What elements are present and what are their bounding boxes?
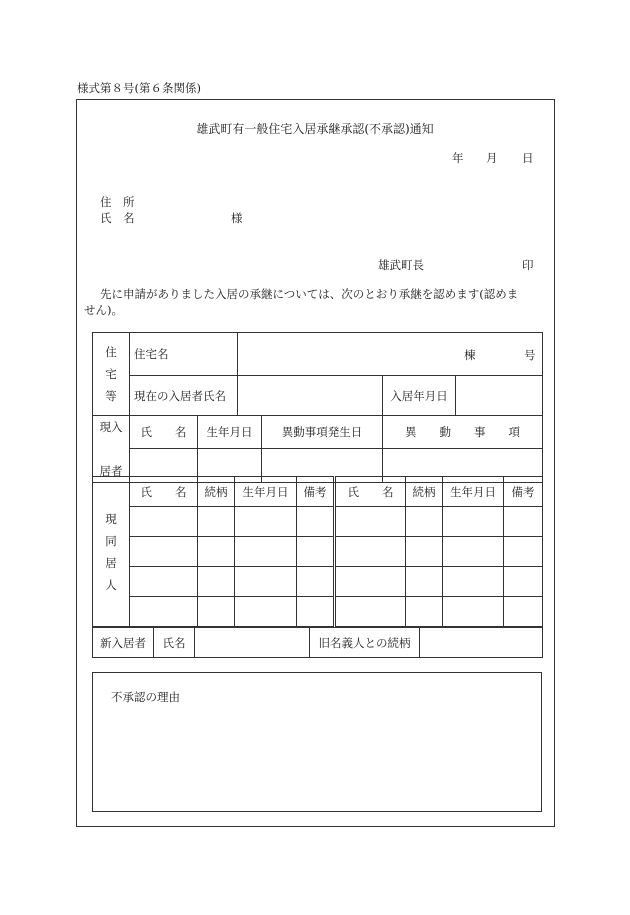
room-number-label: 号: [524, 348, 536, 362]
cohab-col-birthdate-1: 生年月日: [235, 477, 297, 507]
current-resident-name-value: [238, 376, 383, 416]
cohab-row: [93, 567, 543, 597]
housing-name-label: 住宅名: [130, 333, 238, 376]
current-resident-section-label: 現入 居者: [93, 416, 130, 483]
date-month: 月: [486, 151, 498, 165]
current-resident-name-label: 現在の入居者氏名: [130, 376, 238, 416]
relationship-value: [420, 628, 543, 658]
move-in-date-label: 入居年月日: [383, 376, 456, 416]
date-day: 日: [522, 151, 534, 165]
address-label: 住 所: [100, 195, 135, 209]
issuer-name: 雄武町長: [378, 258, 424, 272]
cohab-col-name-2: 氏 名: [335, 477, 406, 507]
relationship-label: 旧名義人との続柄: [310, 628, 420, 658]
cohab-col-birthdate-2: 生年月日: [443, 477, 504, 507]
cohab-row: [93, 507, 543, 537]
reason-box: [92, 672, 542, 812]
new-resident-table: [92, 627, 543, 658]
seal-mark: 印: [522, 258, 534, 272]
form-number: 様式第８号(第６条関係): [77, 81, 201, 95]
cohab-row: [93, 537, 543, 567]
body-text-line1: 先に申請がありました入居の承継については、次のとおり承継を認めます(認めま: [100, 287, 519, 301]
cohab-col-notes-2: 備考: [504, 477, 543, 507]
housing-name-value: [238, 333, 543, 376]
cohabitants-table: [92, 476, 543, 627]
cohab-row: [93, 597, 543, 627]
new-resident-name-value: [195, 628, 310, 658]
col-change-details: 異 動 事 項: [383, 416, 543, 449]
cohabitants-section-label: 現 同 居 人: [93, 477, 130, 627]
housing-table: [92, 332, 543, 416]
new-resident-label: 新入居者: [93, 628, 154, 658]
date-year: 年: [452, 151, 464, 165]
col-name: 氏 名: [130, 416, 198, 449]
current-resident-table: [92, 415, 543, 483]
cohab-col-notes-1: 備考: [297, 477, 335, 507]
body-text-line2: せん)。: [84, 303, 123, 317]
name-label: 氏 名: [100, 211, 135, 225]
move-in-date-value: [456, 376, 543, 416]
cohab-col-relation-2: 続柄: [406, 477, 443, 507]
col-change-date: 異動事項発生日: [262, 416, 383, 449]
cohab-col-name-1: 氏 名: [130, 477, 198, 507]
cohab-col-relation-1: 続柄: [198, 477, 235, 507]
form-title: 雄武町有一般住宅入居承継承認(不承認)通知: [196, 122, 434, 136]
housing-section-label: 住 宅 等: [93, 333, 130, 416]
building-label: 棟: [464, 348, 476, 362]
new-resident-name-label: 氏名: [154, 628, 195, 658]
honorific: 様: [231, 211, 243, 225]
col-birthdate: 生年月日: [198, 416, 262, 449]
reason-label: 不承認の理由: [111, 690, 180, 704]
